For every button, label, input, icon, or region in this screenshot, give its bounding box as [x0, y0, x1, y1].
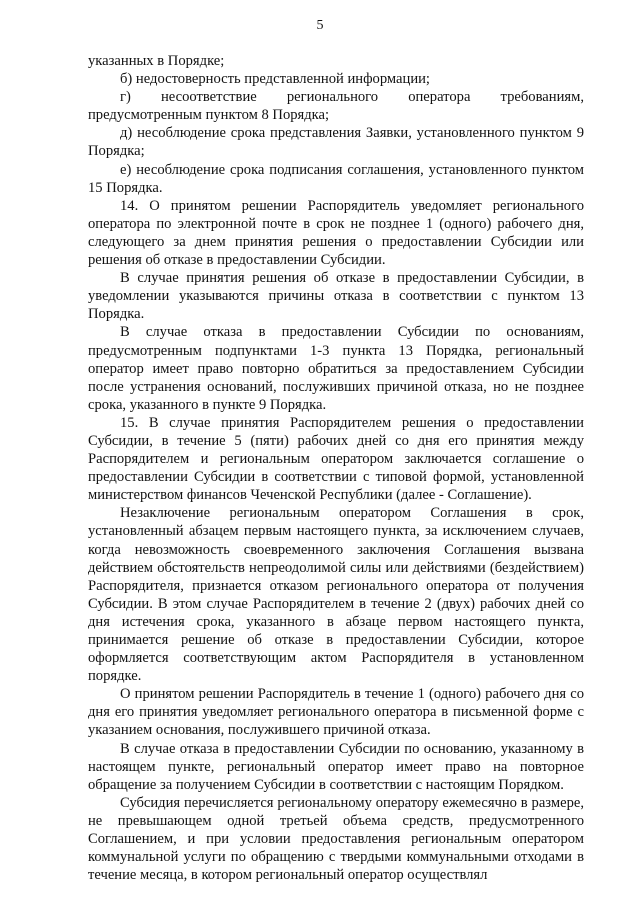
paragraph: д) несоблюдение срока представления Заявки, установленного пунктом 9 Порядка; [88, 125, 584, 160]
paragraph: В случае отказа в предоставлении Субсидии по основанию, указанному в настоящем пункте, региональный оператор имеет право на повторное обращение за получением Субсидии в соответствии с настоящим Порядком. [88, 740, 584, 793]
paragraph: Субсидия перечисляется региональному оператору ежемесячно в размере, не превышающем одной третьей объема средств, предусмотренного Соглашением, и при условии предоставления региональным оператором коммунальной услуги по обращению с твердыми коммунальными отходами в течение месяца, в котором региональный оператор осуществлял [88, 794, 584, 884]
paragraph: г) несоответствие регионального оператора требованиям, предусмотренным пунктом 8 Порядка; [88, 89, 584, 124]
document-body [88, 52, 584, 884]
paragraph: е) несоблюдение срока подписания соглашения, установленного пунктом 15 Порядка. [88, 161, 584, 196]
paragraph: Незаключение региональным оператором Соглашения в срок, установленный абзацем первым настоящего пункта, за исключением случаев, когда невозможность своевременного заключения Соглашения вызвана действием обстоятельств непреодолимой силы или действиями (бездействием) Распорядителя, признается отказом регионального оператора от получения Субсидии. В этом случае Распорядителем в течение 2 (двух) рабочих дней со дня истечения срока, указанного в абзаце первом настоящего пункта, принимается решение об отказе в предоставлении Субсидии, которое оформляется соответствующим актом Распорядителя в установленном порядке. [88, 505, 584, 685]
paragraph: 14. О принятом решении Распорядитель уведомляет регионального оператора по электронной почте в срок не позднее 1 (одного) рабочего дня, следующего за днем принятия решения о предоставлении Субсидии или решения об отказе в предоставлении Субсидии. [88, 197, 584, 269]
paragraph: б) недостоверность представленной информации; [120, 71, 430, 88]
paragraph: В случае принятия решения об отказе в предоставлении Субсидии, в уведомлении указываются причины отказа в соответствии с пунктом 13 Порядка. [88, 270, 584, 323]
paragraph: 15. В случае принятия Распорядителем решения о предоставлении Субсидии, в течение 5 (пяти) рабочих дней со дня его принятия между Распорядителем и региональным оператором заключается соглашение о предоставлении Субсидии в соответствии с типовой формой, установленной министерством финансов Чеченской Республики (далее - Соглашение). [88, 414, 584, 504]
paragraph: В случае отказа в предоставлении Субсидии по основаниям, предусмотренным подпунктами 1-3 пункта 13 Порядка, региональный оператор имеет право повторно обратиться за предоставлением Субсидии после устранения оснований, послуживших причиной отказа, но не позднее срока, указанного в пункте 9 Порядка. [88, 324, 584, 413]
page-number: 5 [316, 18, 324, 33]
paragraph: О принятом решении Распорядитель в течение 1 (одного) рабочего дня со дня его принятия уведомляет регионального оператора в письменной форме с указанием основания, послужившего причиной отказа. [88, 686, 584, 739]
paragraph: указанных в Порядке; [88, 53, 225, 69]
